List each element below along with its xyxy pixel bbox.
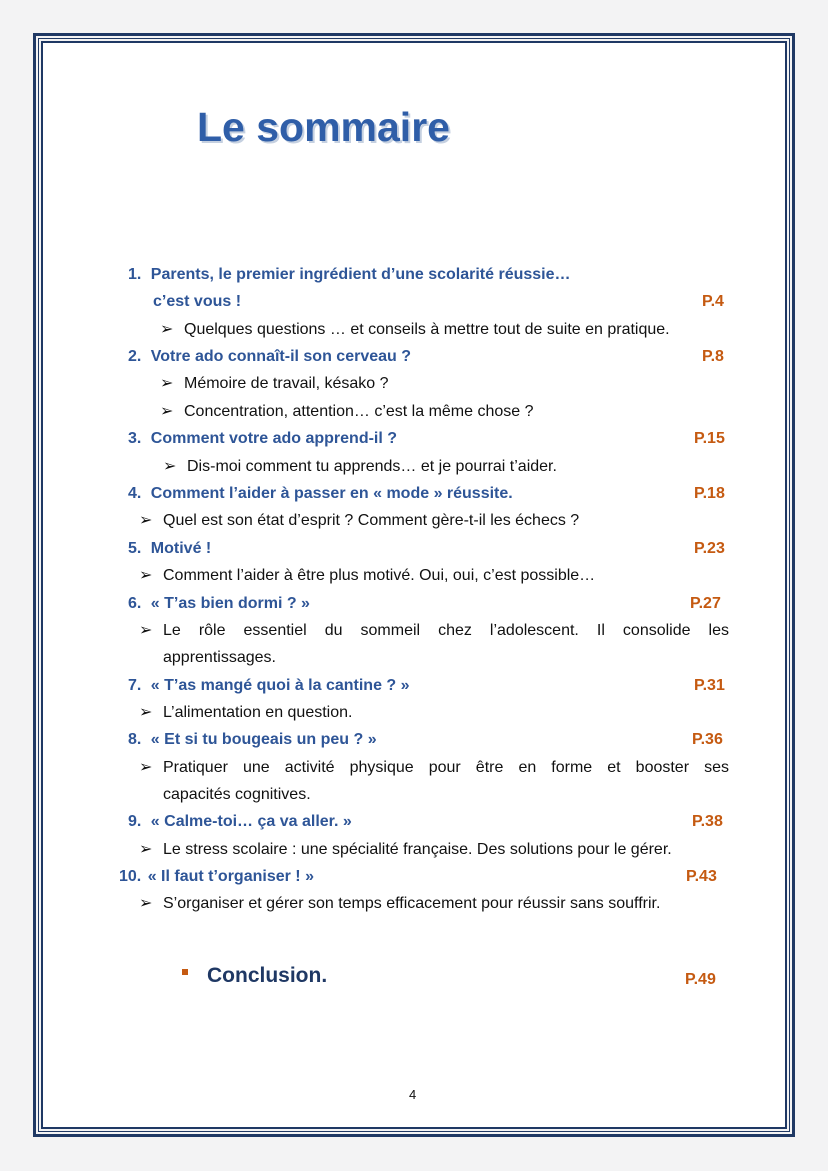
arrow-bullet-icon: ➢ <box>160 375 174 392</box>
toc-entry-8-heading[interactable] <box>128 730 377 750</box>
toc-entry-7-page[interactable]: P.31 <box>694 677 725 694</box>
toc-number: 3. <box>128 430 142 447</box>
toc-entry-3-sub-1 <box>163 457 557 477</box>
toc-entry-8-sub-line1: Pratiquer une activité physique pour être en forme et booster ses <box>163 759 729 776</box>
toc-entry-6-heading[interactable] <box>128 594 310 614</box>
toc-entry-8-sub-bullet <box>139 758 163 778</box>
toc-sub-text: Quelques questions … et conseils à mettre tout de suite en pratique. <box>184 321 670 338</box>
toc-number: 5. <box>128 540 142 557</box>
toc-heading-text: « T’as mangé quoi à la cantine ? » <box>150 677 410 694</box>
toc-heading-text: Parents, le premier ingrédient d’une scolarité réussie… <box>150 266 571 283</box>
toc-entry-10-sub-1 <box>139 894 660 914</box>
toc-sub-text: Concentration, attention… c’est la même chose ? <box>184 403 534 420</box>
toc-heading-text: Comment l’aider à passer en « mode » réussite. <box>150 485 513 502</box>
toc-number: 7. <box>128 677 142 694</box>
toc-number: 8. <box>128 731 142 748</box>
toc-entry-5-heading[interactable] <box>128 539 211 559</box>
toc-entry-9-sub-1 <box>139 840 672 860</box>
toc-entry-1-sub-1 <box>160 320 670 340</box>
toc-entry-2-heading[interactable] <box>128 347 411 367</box>
toc-entry-4-heading[interactable] <box>128 484 513 504</box>
page-title: Le sommaire <box>197 104 450 150</box>
arrow-bullet-icon: ➢ <box>139 841 153 858</box>
toc-entry-8-sub-line2: capacités cognitives. <box>163 786 311 803</box>
toc-entry-3-heading[interactable] <box>128 429 397 449</box>
arrow-bullet-icon: ➢ <box>160 321 174 338</box>
toc-entry-7-sub-1 <box>139 703 352 723</box>
arrow-bullet-icon: ➢ <box>139 704 153 721</box>
toc-entry-4-page[interactable]: P.18 <box>694 485 725 502</box>
toc-heading-text: « Il faut t’organiser ! » <box>147 868 314 885</box>
toc-entry-2-sub-2 <box>160 402 534 422</box>
toc-number: 2. <box>128 348 142 365</box>
toc-entry-9-page[interactable]: P.38 <box>692 813 723 830</box>
toc-number: 1. <box>128 266 142 283</box>
toc-number: 10. <box>119 868 142 885</box>
toc-entry-6-sub-line2: apprentissages. <box>163 649 276 666</box>
toc-number: 9. <box>128 813 142 830</box>
toc-entry-6-sub-line1: Le rôle essentiel du sommeil chez l’adolescent. Il consolide les <box>163 622 729 639</box>
arrow-bullet-icon: ➢ <box>139 622 153 639</box>
toc-entry-1-heading-cont[interactable]: c’est vous ! <box>153 293 242 310</box>
toc-sub-text: Le stress scolaire : une spécialité française. Des solutions pour le gérer. <box>163 841 672 858</box>
toc-heading-text: Motivé ! <box>150 540 212 557</box>
toc-conclusion-page[interactable]: P.49 <box>685 971 716 988</box>
toc-heading-text: Votre ado connaît-il son cerveau ? <box>150 348 411 365</box>
toc-entry-1-page[interactable]: P.4 <box>702 293 724 310</box>
toc-entry-10-heading[interactable] <box>119 867 314 887</box>
toc-sub-text: Mémoire de travail, késako ? <box>184 375 389 392</box>
toc-sub-text: Quel est son état d’esprit ? Comment gère-t-il les échecs ? <box>163 512 580 529</box>
page-number: 4 <box>409 1087 417 1102</box>
toc-entry-2-sub-1 <box>160 374 389 394</box>
toc-number: 4. <box>128 485 142 502</box>
arrow-bullet-icon: ➢ <box>139 512 153 529</box>
toc-entry-10-page[interactable]: P.43 <box>686 868 717 885</box>
toc-entry-2-page[interactable]: P.8 <box>702 348 724 365</box>
arrow-bullet-icon: ➢ <box>163 458 177 475</box>
square-bullet-icon <box>182 969 188 975</box>
arrow-bullet-icon: ➢ <box>139 895 153 912</box>
toc-entry-3-page[interactable]: P.15 <box>694 430 725 447</box>
toc-number: 6. <box>128 595 142 612</box>
toc-entry-1-heading[interactable] <box>128 265 571 285</box>
toc-heading-text: « T’as bien dormi ? » <box>150 595 310 612</box>
toc-sub-text: L’alimentation en question. <box>163 704 353 721</box>
arrow-bullet-icon: ➢ <box>139 567 153 584</box>
toc-sub-text: Dis-moi comment tu apprends… et je pourrai t’aider. <box>187 458 557 475</box>
toc-entry-6-page[interactable]: P.27 <box>690 595 721 612</box>
toc-conclusion-label[interactable]: Conclusion. <box>207 964 328 987</box>
toc-entry-4-sub-1 <box>139 511 579 531</box>
toc-entry-8-page[interactable]: P.36 <box>692 731 723 748</box>
toc-entry-5-page[interactable]: P.23 <box>694 540 725 557</box>
arrow-bullet-icon: ➢ <box>160 403 174 420</box>
toc-entry-7-heading[interactable] <box>128 676 410 696</box>
toc-heading-text: « Et si tu bougeais un peu ? » <box>150 731 377 748</box>
arrow-bullet-icon: ➢ <box>139 759 153 776</box>
toc-entry-5-sub-1 <box>139 566 595 586</box>
toc-entry-6-sub-bullet <box>139 621 163 641</box>
toc-entry-9-heading[interactable] <box>128 812 352 832</box>
toc-heading-text: « Calme-toi… ça va aller. » <box>150 813 352 830</box>
toc-sub-text: S’organiser et gérer son temps efficacement pour réussir sans souffrir. <box>163 895 661 912</box>
toc-sub-text: Comment l’aider à être plus motivé. Oui, oui, c’est possible… <box>163 567 596 584</box>
toc-heading-text: Comment votre ado apprend-il ? <box>150 430 398 447</box>
